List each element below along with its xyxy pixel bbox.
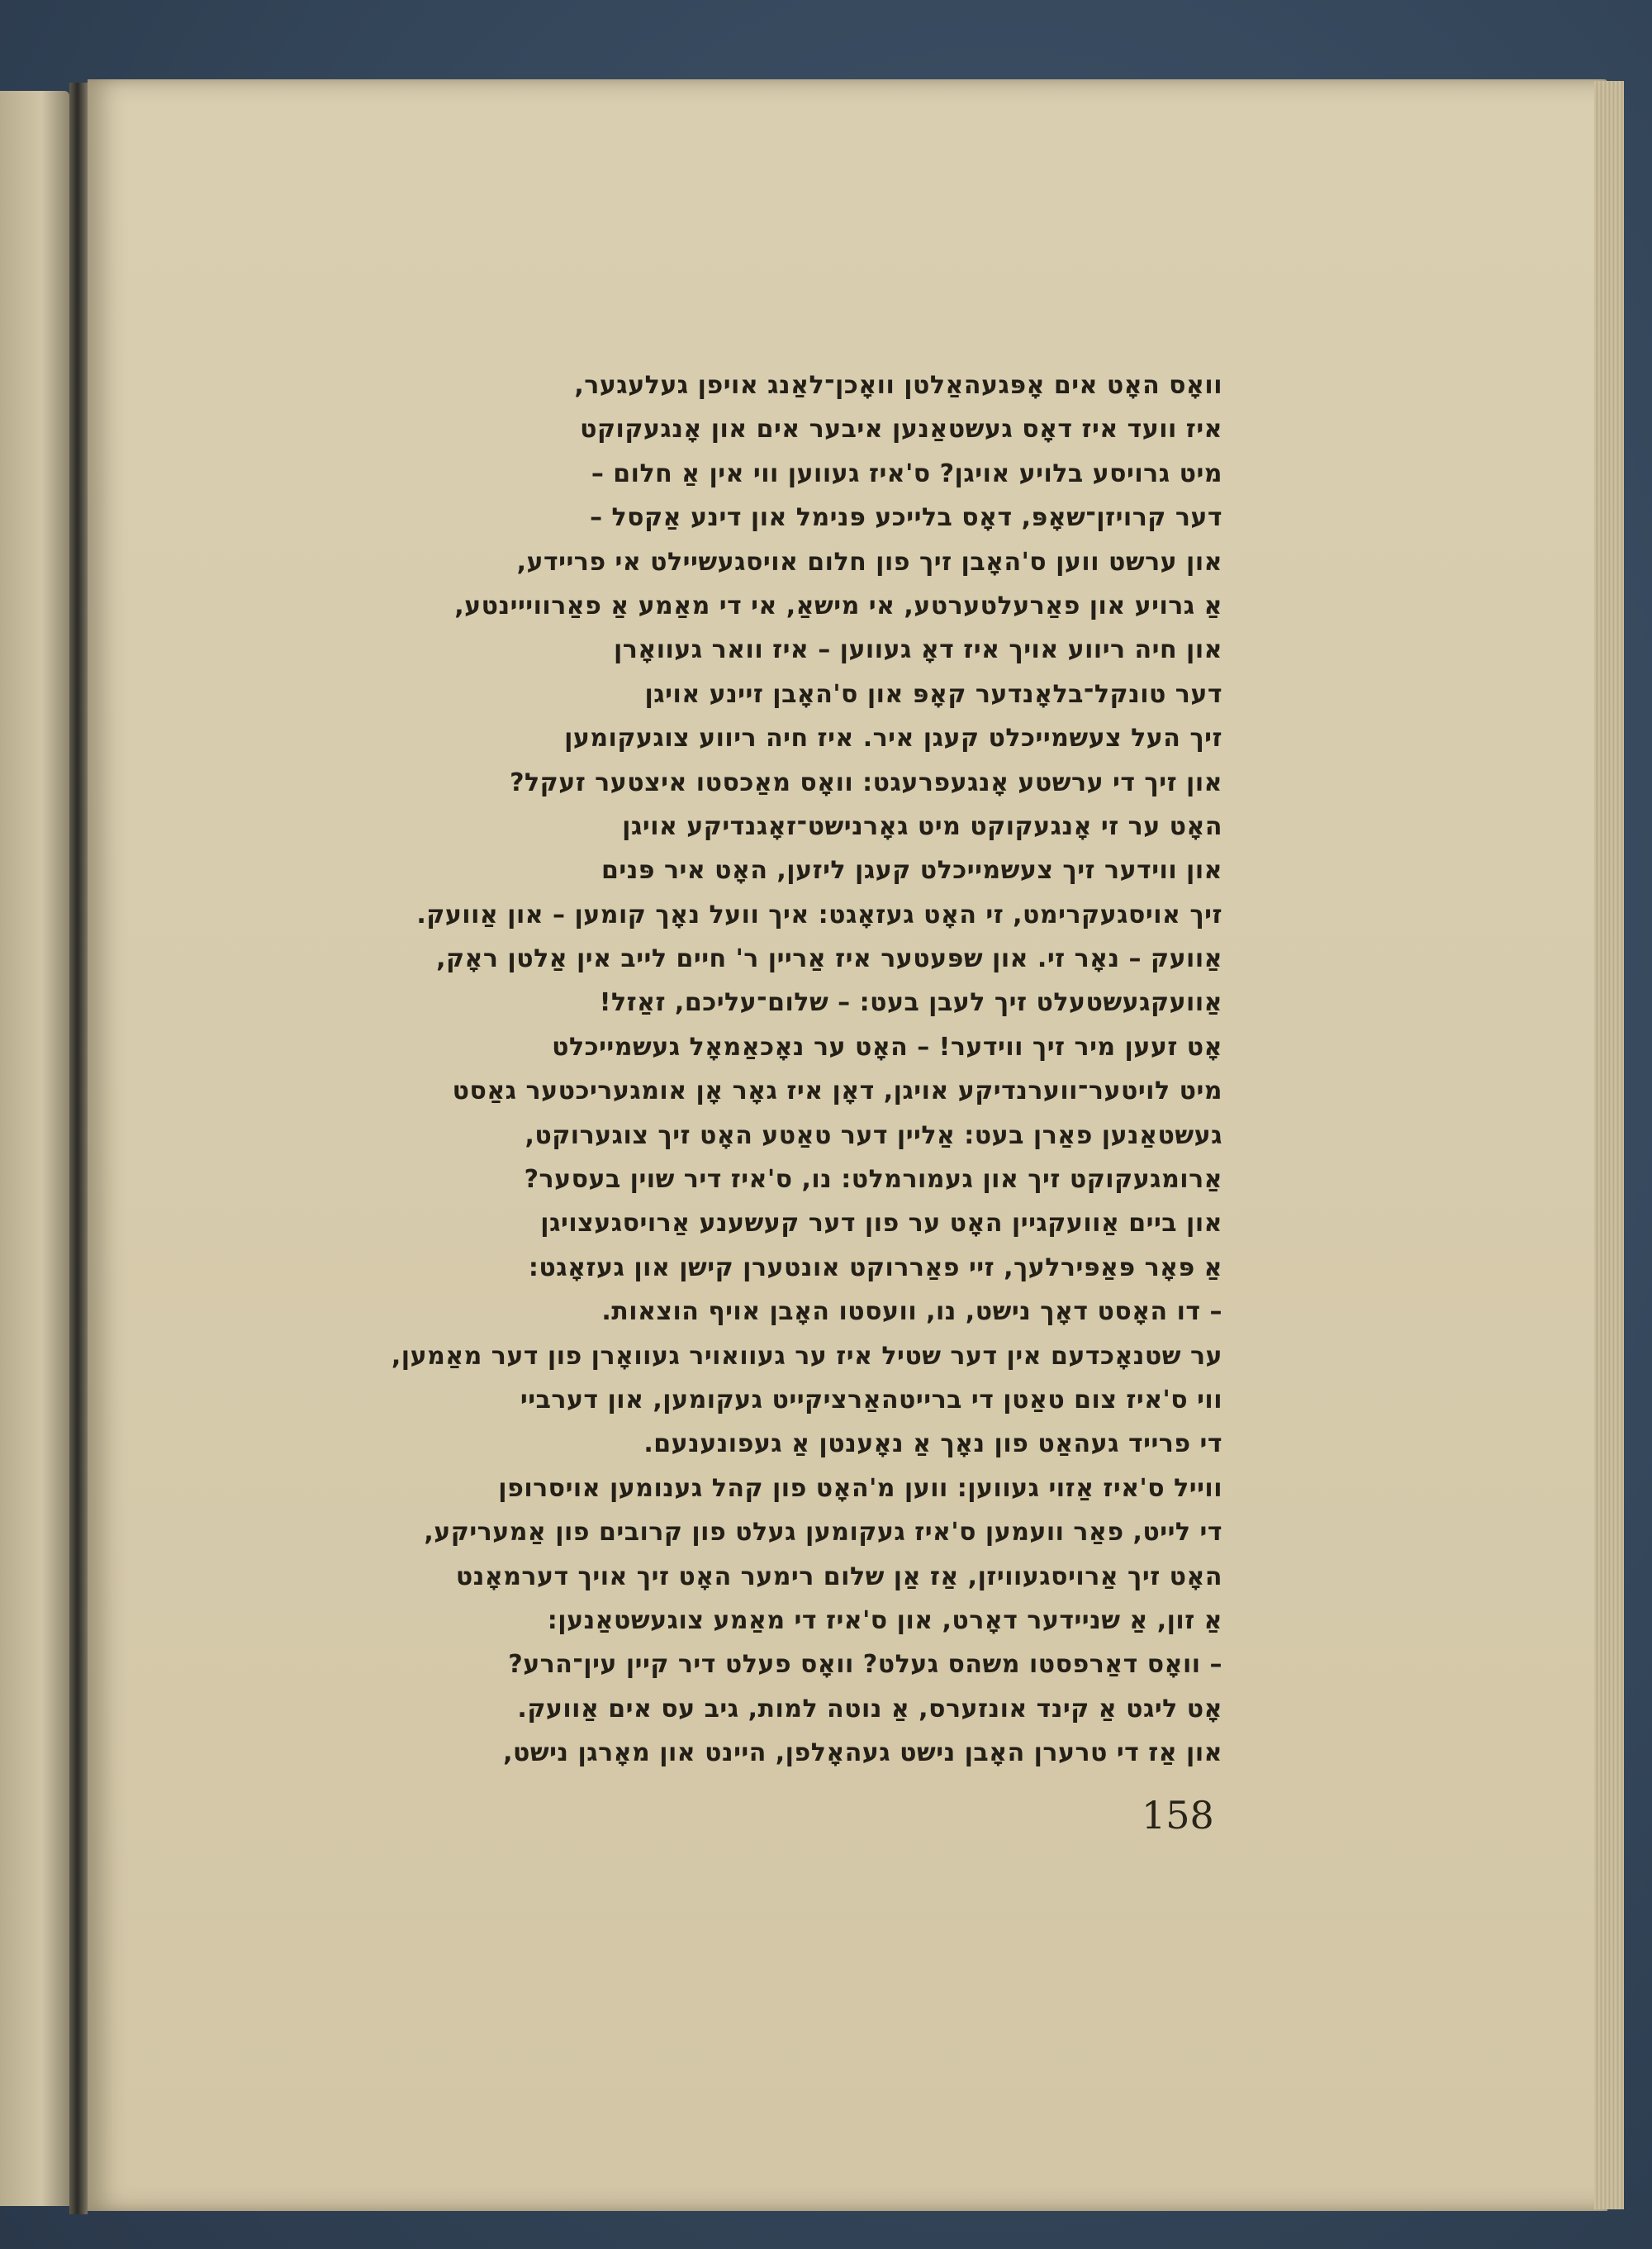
text-line: האָט זיך אַרויסגעוויזן, אַז אַן שלום רימער האָט זיך אויך דערמאָנט [455,1562,1222,1591]
text-line: ער שטנאָכדעם אין דער שטיל איז ער געוואויר געוואָרן פון דער מאַמען, [391,1341,1222,1371]
text-line: און ערשט ווען ס'האָבן זיך פון חלום אויסגעשיילט אי פריידע, [516,547,1222,577]
text-line: און זיך די ערשטע אָנגעפרעגט: וואָס מאַכסטו איצטער זעקל? [510,768,1222,797]
book-gutter [69,83,88,2214]
page-stack-edge [1594,81,1624,2209]
text-line: מיט לויטער־ווערנדיקע אויגן, דאָן איז גאָר אָן אומגעריכטער גאַסט [452,1077,1222,1106]
text-line: און ביים אַוועקגיין האָט ער פון דער קעשענע אַרויסגעצויגן [540,1209,1222,1239]
text-line: אַוועקגעשטעלט זיך לעבן בעט: – שלום־עליכם, זאַזל! [599,988,1222,1018]
text-line: – וואָס דאַרפסטו משהס געלט? וואָס פעלט דיר קיין עין־הרע? [508,1650,1222,1680]
text-line: אַ פּאָר פּאַפּירלעך, זיי פאַררוקט אונטערן קישן און געזאָגט: [528,1253,1222,1282]
text-line: און ווידער זיך צעשמייכלט קעגן ליזען, האָט איר פּנים [601,856,1222,886]
text-line: דער קרויזן־שאָפּ, דאָס בלייכע פּנימל און דינע אַקסל – [590,503,1222,533]
page-number: 158 [1142,1793,1214,1838]
text-line: און אַז די טרערן האָבן נישט געהאָלפן, היינט און מאָרגן נישט, [503,1738,1222,1768]
text-line: – דו האָסט דאָך נישט, נו, וועסטו האָבן אויף הוצאות. [601,1297,1222,1327]
text-line: זיך אויסגעקרימט, זי האָט געזאָגט: איך וועל נאָך קומען – און אַוועק. [416,900,1222,930]
text-line: אַוועק – נאָר זי. און שפּעטער איז אַריין ר' חיים לייב אין אַלטן ראָק, [436,944,1222,974]
text-line: אַ זון, אַ שניידער דאָרט, און ס'איז די מאַמע צוגעשטאַנען: [547,1605,1222,1635]
text-line: ווייל ס'איז אַזוי געווען: ווען מ'האָט פון קהל גענומען אויסרופן [498,1473,1222,1503]
text-line: זיך העל צעשמייכלט קעגן איר. איז חיה ריווע צוגעקומען [564,724,1222,754]
body-text [248,364,1222,1776]
text-line: איז וועד איז דאָס געשטאַנען איבער אים און אָנגעקוקט [580,415,1222,445]
text-line: די פרייד געהאַט פון נאָך אַ נאָענטן אַ געפונענעם. [643,1429,1222,1459]
text-line: געשטאַנען פאַרן בעט: אַליין דער טאַטע האָט זיך צוגערוקט, [525,1120,1222,1150]
text-line: די לייט, פאַר וועמען ס'איז געקומען געלט פון קרובים פון אַמעריקע, [424,1518,1222,1548]
text-line: אָט ליגט אַ קינד אונזערס, אַ נוטה למות, גיב עס אים אַוועק. [517,1694,1222,1724]
text-line: מיט גרויסע בלויע אויגן? ס'איז געווען ווי אין אַ חלום – [591,459,1222,488]
text-line: וואָס האָט אים אָפּגעהאַלטן וואָכן־לאַנג אויפן געלעגער, [574,371,1222,400]
text-line: אָט זעען מיר זיך ווידער! – האָט ער נאָכאַמאָל געשמייכלט [552,1032,1222,1062]
text-line: דער טונקל־בלאָנדער קאָפּ און ס'האָבן זיינע אויגן [644,679,1222,709]
text-line: און חיה ריווע אויך איז דאָ געווען – איז וואר געוואָרן [614,635,1222,665]
text-line: ווי ס'איז צום טאַטן די ברייטהאַרציקייט געקומען, און דערביי [520,1385,1222,1415]
text-line: אַרומגעקוקט זיך און געמורמלט: נו, ס'איז דיר שוין בעסער? [524,1165,1222,1195]
left-page-edge [0,91,69,2206]
text-line: אַ גרויע און פאַרעלטערטע, אי מישאַ, אי די מאַמע אַ פאַרווייינטע, [454,591,1222,620]
text-line: האָט ער זי אָנגעקוקט מיט גאָרנישט־זאָגנדיקע אויגן [622,811,1222,841]
